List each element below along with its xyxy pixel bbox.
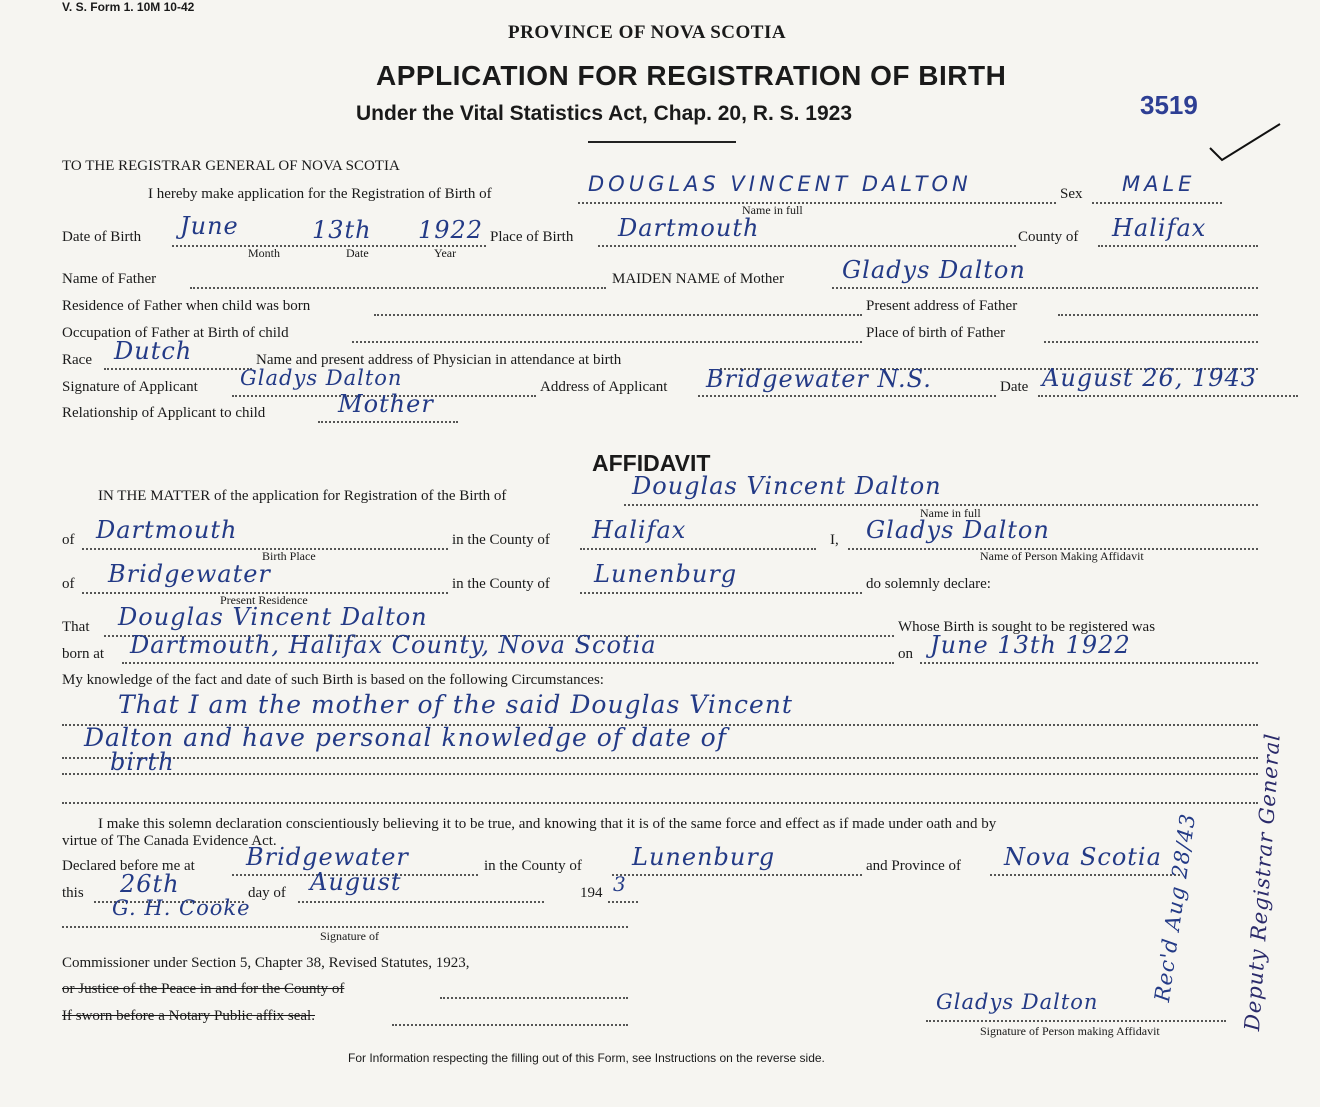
county-label: County of xyxy=(1018,229,1079,245)
physician-label: Name and present address of Physician in attendance at birth xyxy=(256,352,622,368)
applicant-address-label: Address of Applicant xyxy=(540,379,668,395)
dotted-line xyxy=(990,874,1180,876)
mother-name-field[interactable]: Gladys Dalton xyxy=(842,256,1026,284)
dotted-line xyxy=(298,901,544,903)
i-label: I, xyxy=(830,532,839,548)
place-of-birth-field[interactable]: Dartmouth xyxy=(618,214,760,242)
month-hint: Month xyxy=(248,246,281,260)
residence-county-field[interactable]: Lunenburg xyxy=(594,560,738,588)
relationship-label: Relationship of Applicant to child xyxy=(62,405,266,421)
born-on-field[interactable]: June 13th 1922 xyxy=(930,631,1131,659)
declared-label: Declared before me at xyxy=(62,858,195,874)
margin-note-deputy: Deputy Registrar General xyxy=(1240,732,1285,1032)
dob-label: Date of Birth xyxy=(62,229,142,245)
affiant-name-hint: Name of Person Making Affidavit xyxy=(980,549,1144,563)
province-label: and Province of xyxy=(866,858,961,874)
day-field[interactable]: 26th xyxy=(120,870,180,898)
birth-place-field[interactable]: Dartmouth xyxy=(96,516,238,544)
dotted-line xyxy=(920,662,1258,664)
declared-county-field[interactable]: Lunenburg xyxy=(632,843,776,871)
dotted-line xyxy=(612,874,862,876)
dob-date-field[interactable]: 13th xyxy=(312,216,372,244)
dotted-line xyxy=(1058,314,1258,316)
form-subtitle: Under the Vital Statistics Act, Chap. 20, R. S. 1923 xyxy=(356,102,853,125)
signature-of-label: Signature of xyxy=(320,929,379,943)
declaration-line-1: I make this solemn declaration conscientiously believing it to be true, and knowing that it is of the same force and effect as if made under oath and by xyxy=(98,816,997,832)
province-field[interactable]: Nova Scotia xyxy=(1004,843,1162,871)
dotted-line xyxy=(580,592,862,594)
form-code: V. S. Form 1. 10M 10-42 xyxy=(62,0,195,14)
born-at-field[interactable]: Dartmouth, Halifax County, Nova Scotia xyxy=(130,631,657,659)
dotted-line xyxy=(926,1020,1226,1022)
dotted-line xyxy=(832,287,1258,289)
race-label: Race xyxy=(62,352,92,368)
father-birthplace-label: Place of birth of Father xyxy=(866,325,1006,341)
declare-label: do solemnly declare: xyxy=(866,576,991,592)
affidavit-child-name-field[interactable]: Douglas Vincent Dalton xyxy=(632,472,942,500)
dotted-line xyxy=(698,395,996,397)
circumstance-line-1[interactable]: That I am the mother of the said Douglas Vincent xyxy=(118,690,793,719)
father-present-address-label: Present address of Father xyxy=(866,298,1018,314)
applicant-address-field[interactable]: Bridgewater N.S. xyxy=(706,365,932,393)
footer-instructions: For Information respecting the filling out of this Form, see Instructions on the reverse side. xyxy=(348,1051,825,1065)
addressee: TO THE REGISTRAR GENERAL OF NOVA SCOTIA xyxy=(62,158,400,174)
dotted-line xyxy=(352,341,862,343)
dotted-line xyxy=(1044,341,1258,343)
residence-field[interactable]: Bridgewater xyxy=(108,560,271,588)
race-field[interactable]: Dutch xyxy=(114,337,193,365)
birth-county-field[interactable]: Halifax xyxy=(592,516,687,544)
header-rule xyxy=(588,141,736,143)
form-title: APPLICATION FOR REGISTRATION OF BIRTH xyxy=(376,60,1007,91)
intro-label: I hereby make application for the Registration of Birth of xyxy=(148,186,492,202)
day-of-label: day of xyxy=(248,885,286,901)
father-residence-label: Residence of Father when child was born xyxy=(62,298,311,314)
in-county-label: in the County of xyxy=(452,532,550,548)
application-date-label: Date xyxy=(1000,379,1029,395)
affiant-signature[interactable]: Gladys Dalton xyxy=(936,990,1099,1014)
declared-county-label: in the County of xyxy=(484,858,582,874)
county-field[interactable]: Halifax xyxy=(1112,214,1207,242)
affiant-name-field[interactable]: Gladys Dalton xyxy=(866,516,1050,544)
applicant-signature-field[interactable]: Gladys Dalton xyxy=(240,366,403,390)
of-residence-label: of xyxy=(62,576,75,592)
dob-month-field[interactable]: June xyxy=(180,212,239,240)
dotted-line xyxy=(190,287,606,289)
dotted-line xyxy=(580,548,816,550)
father-name-label: Name of Father xyxy=(62,271,157,287)
dotted-line xyxy=(104,368,252,370)
dotted-line xyxy=(62,757,1258,759)
matter-label: IN THE MATTER of the application for Registration of the Birth of xyxy=(98,488,507,504)
this-label: this xyxy=(62,885,84,901)
year-prefix: 194 xyxy=(580,885,603,901)
dotted-line xyxy=(578,202,1056,204)
year-hint: Year xyxy=(434,246,457,260)
dob-year-field[interactable]: 1922 xyxy=(418,216,484,244)
sex-field[interactable]: MALE xyxy=(1122,172,1196,196)
commissioner-signature[interactable]: G. H. Cooke xyxy=(112,896,251,920)
residence-county-label: in the County of xyxy=(452,576,550,592)
affidavit-name-hint: Name in full xyxy=(920,506,981,520)
year-suffix-field[interactable]: 3 xyxy=(613,872,627,896)
applicant-signature-label: Signature of Applicant xyxy=(62,379,198,395)
name-hint: Name in full xyxy=(742,203,803,217)
dotted-line xyxy=(598,245,1016,247)
affiant-signature-label: Signature of Person making Affidavit xyxy=(980,1024,1160,1038)
notary-label: If sworn before a Notary Public affix seal. xyxy=(62,1008,315,1024)
place-of-birth-label: Place of Birth xyxy=(490,229,574,245)
dotted-line xyxy=(62,773,1258,775)
knowledge-label: My knowledge of the fact and date of such Birth is based on the following Circumstances: xyxy=(62,672,604,688)
born-at-label: born at xyxy=(62,646,105,662)
check-mark-icon xyxy=(1200,118,1290,168)
commissioner-label: Commissioner under Section 5, Chapter 38, Revised Statutes, 1923, xyxy=(62,955,470,971)
of-label: of xyxy=(62,532,75,548)
circumstance-line-3[interactable]: birth xyxy=(110,748,175,776)
dotted-line xyxy=(392,1024,628,1026)
whose-birth-label: Whose Birth is sought to be registered was xyxy=(898,619,1156,635)
birth-place-hint: Birth Place xyxy=(262,549,316,563)
dotted-line xyxy=(318,421,458,423)
residence-hint: Present Residence xyxy=(220,593,308,607)
sex-label: Sex xyxy=(1060,186,1083,202)
date-hint: Date xyxy=(346,246,369,260)
father-occupation-label: Occupation of Father at Birth of child xyxy=(62,325,289,341)
dotted-line xyxy=(374,314,862,316)
serial-number-stamp: 3519 xyxy=(1140,90,1198,120)
relationship-field[interactable]: Mother xyxy=(338,390,434,418)
margin-note-received: Rec'd Aug 28/43 xyxy=(1150,811,1201,1004)
justice-label: or Justice of the Peace in and for the County of xyxy=(62,981,345,997)
dotted-line xyxy=(440,997,628,999)
dotted-line xyxy=(122,662,894,664)
declaration-line-2: virtue of The Canada Evidence Act. xyxy=(62,833,277,849)
mother-maiden-name-label: MAIDEN NAME of Mother xyxy=(612,271,785,287)
dotted-line xyxy=(62,926,628,928)
child-name-field[interactable]: DOUGLAS VINCENT DALTON xyxy=(588,172,972,196)
application-date-field[interactable]: August 26, 1943 xyxy=(1042,364,1258,392)
province-heading: PROVINCE OF NOVA SCOTIA xyxy=(508,22,787,43)
that-name-field[interactable]: Douglas Vincent Dalton xyxy=(118,603,428,631)
dotted-line xyxy=(62,802,1258,804)
declared-at-field[interactable]: Bridgewater xyxy=(246,843,409,871)
dotted-line xyxy=(608,901,638,903)
dotted-line xyxy=(1092,202,1222,204)
month-field[interactable]: August xyxy=(310,868,402,896)
dotted-line xyxy=(1038,395,1298,397)
dotted-line xyxy=(1098,245,1258,247)
on-label: on xyxy=(898,646,913,662)
circumstance-line-2[interactable]: Dalton and have personal knowledge of date of xyxy=(84,723,727,752)
affidavit-heading: AFFIDAVIT xyxy=(592,450,711,476)
that-label: That xyxy=(62,619,90,635)
